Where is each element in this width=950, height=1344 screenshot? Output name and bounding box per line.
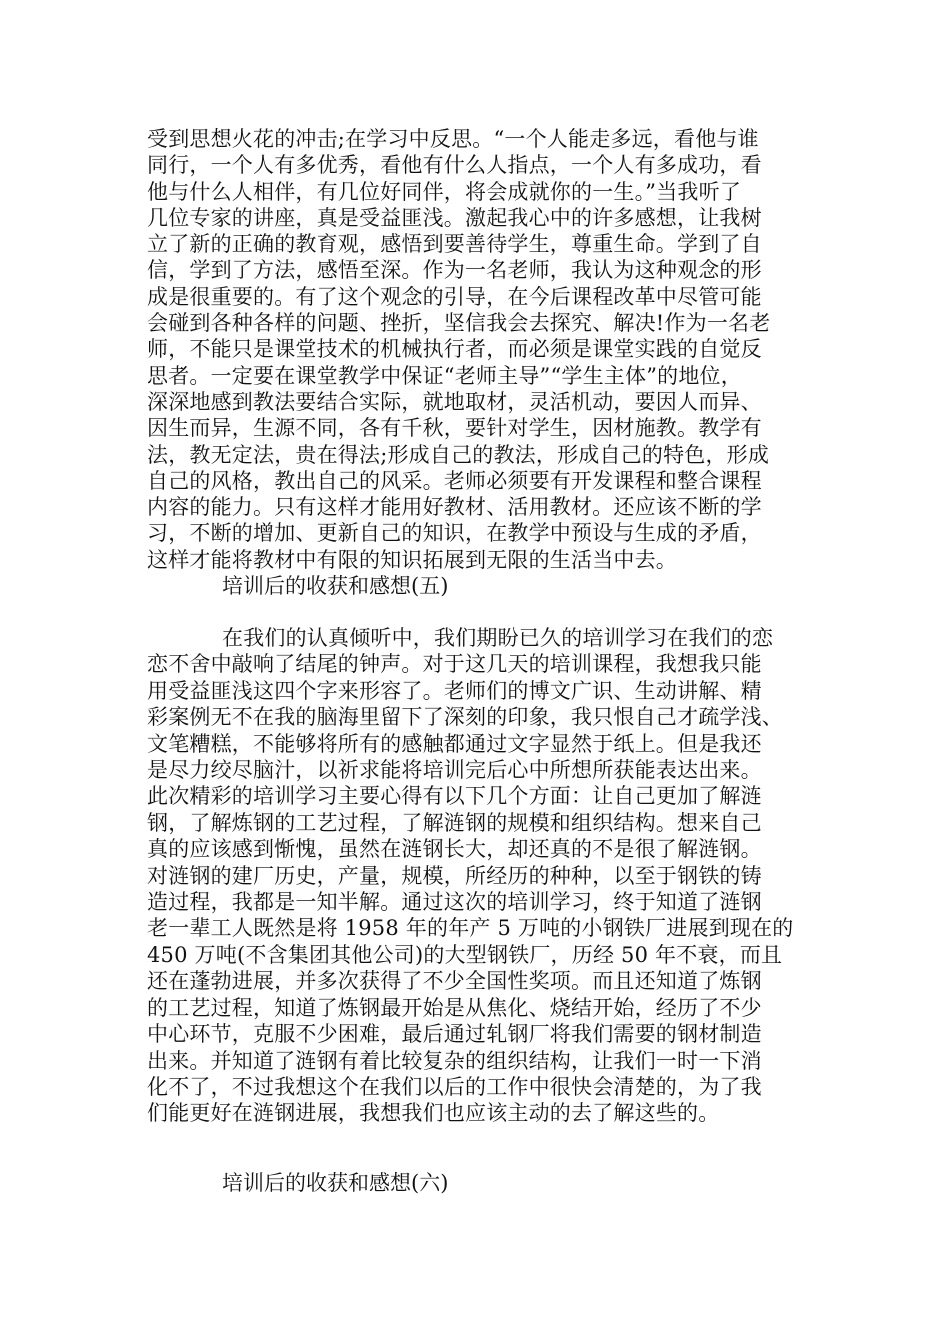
text-line: 习，不断的增加、更新自己的知识，在教学中预设与生成的矛盾， <box>147 521 762 546</box>
text-line: 化不了，不过我想这个在我们以后的工作中很快会清楚的，为了我 <box>147 1074 762 1099</box>
text-line: 同行，一个人有多优秀，看他有什么人指点，一个人有多成功，看 <box>147 153 762 178</box>
text-line: 的工艺过程，知道了炼钢最开始是从焦化、烧结开始，经历了不少 <box>147 995 762 1020</box>
text-line: 因生而异，生源不同，各有千秋，要针对学生，因材施教。教学有 <box>147 416 762 441</box>
text-line: 用受益匪浅这四个字来形容了。老师们的博文广识、生动讲解、精 <box>147 678 762 703</box>
text-line: 们能更好在涟钢进展，我想我们也应该主动的去了解这些的。 <box>147 1101 720 1126</box>
text-line: 还在蓬勃进展，并多次获得了不少全国性奖项。而且还知道了炼钢 <box>147 969 762 994</box>
text-line: 出来。并知道了涟钢有着比较复杂的组织结构，让我们一时一下消 <box>147 1048 762 1073</box>
text-line: 几位专家的讲座，真是受益匪浅。激起我心中的许多感想，让我树 <box>147 205 762 230</box>
text-line: 在我们的认真倾听中，我们期盼已久的培训学习在我们的恋 <box>222 626 774 650</box>
text-line: 深深地感到教法要结合实际，就地取材，灵活机动，要因人而异、 <box>147 389 762 414</box>
text-line: 立了新的正确的教育观，感悟到要善待学生，尊重生命。学到了自 <box>147 232 762 257</box>
text-line: 自己的风格，教出自己的风采。老师必须要有开发课程和整合课程 <box>147 468 762 493</box>
text-line: 成是很重要的。有了这个观念的引导，在今后课程改革中尽管可能 <box>147 284 762 309</box>
text-line: 会碰到各种各样的问题、挫折，坚信我会去探究、解决!作为一名老 <box>147 311 771 336</box>
text-line: 彩案例无不在我的脑海里留下了深刻的印象，我只恨自己才疏学浅、 <box>147 705 783 730</box>
text-line: 他与什么人相伴，有几位好同伴，将会成就你的一生。”当我听了 <box>147 179 742 204</box>
text-line: 师，不能只是课堂技术的机械执行者，而必须是课堂实践的自觉反 <box>147 337 762 362</box>
paragraph-2 <box>147 625 817 1127</box>
text-line: 思者。一定要在课堂教学中保证“老师主导”“学生主体”的地位， <box>147 363 742 388</box>
text-line: 真的应该感到惭愧，虽然在涟钢长大，却还真的不是很了解涟钢。 <box>147 837 762 862</box>
text-line: 中心环节，克服不少困难，最后通过轧钢厂将我们需要的钢材制造 <box>147 1022 762 1047</box>
text-line: 这样才能将教材中有限的知识拓展到无限的生活当中去。 <box>147 547 677 572</box>
text-line: 钢，了解炼钢的工艺过程，了解涟钢的规模和组织结构。想来自己 <box>147 810 762 835</box>
text-line: 恋不舍中敲响了结尾的钟声。对于这几天的培训课程，我想我只能 <box>147 652 762 677</box>
text-line: 信，学到了方法，感悟至深。作为一名老师，我认为这种观念的形 <box>147 258 762 283</box>
text-line: 受到思想火花的冲击;在学习中反思。“一个人能走多远，看他与谁 <box>147 127 759 151</box>
text-line: 对涟钢的建厂历史，产量，规模，所经历的种种，以至于钢铁的铸 <box>147 863 762 888</box>
text-line: 450 万吨(不含集团其他公司)的大型钢铁厂，历经 50 年不衰，而且 <box>147 942 783 967</box>
text-line: 法，教无定法，贵在得法;形成自己的教法，形成自己的特色，形成 <box>147 442 770 467</box>
section-heading-5: 培训后的收获和感想(五) <box>222 574 449 598</box>
text-line: 文笔糟糕，不能够将所有的感触都通过文字显然于纸上。但是我还 <box>147 731 762 756</box>
section-heading-6: 培训后的收获和感想(六) <box>222 1171 449 1195</box>
paragraph-1 <box>147 126 815 573</box>
text-line: 此次精彩的培训学习主要心得有以下几个方面：让自己更加了解涟 <box>147 784 762 809</box>
text-line: 内容的能力。只有这样才能用好教材、活用教材。还应该不断的学 <box>147 495 762 520</box>
text-line: 造过程，我都是一知半解。通过这次的培训学习，终于知道了涟钢 <box>147 890 762 915</box>
text-line: 是尽力绞尽脑汁，以祈求能将培训完后心中所想所获能表达出来。 <box>147 758 762 783</box>
text-line: 老一辈工人既然是将 1958 年的年产 5 万吨的小钢铁厂进展到现在的 <box>147 916 794 941</box>
